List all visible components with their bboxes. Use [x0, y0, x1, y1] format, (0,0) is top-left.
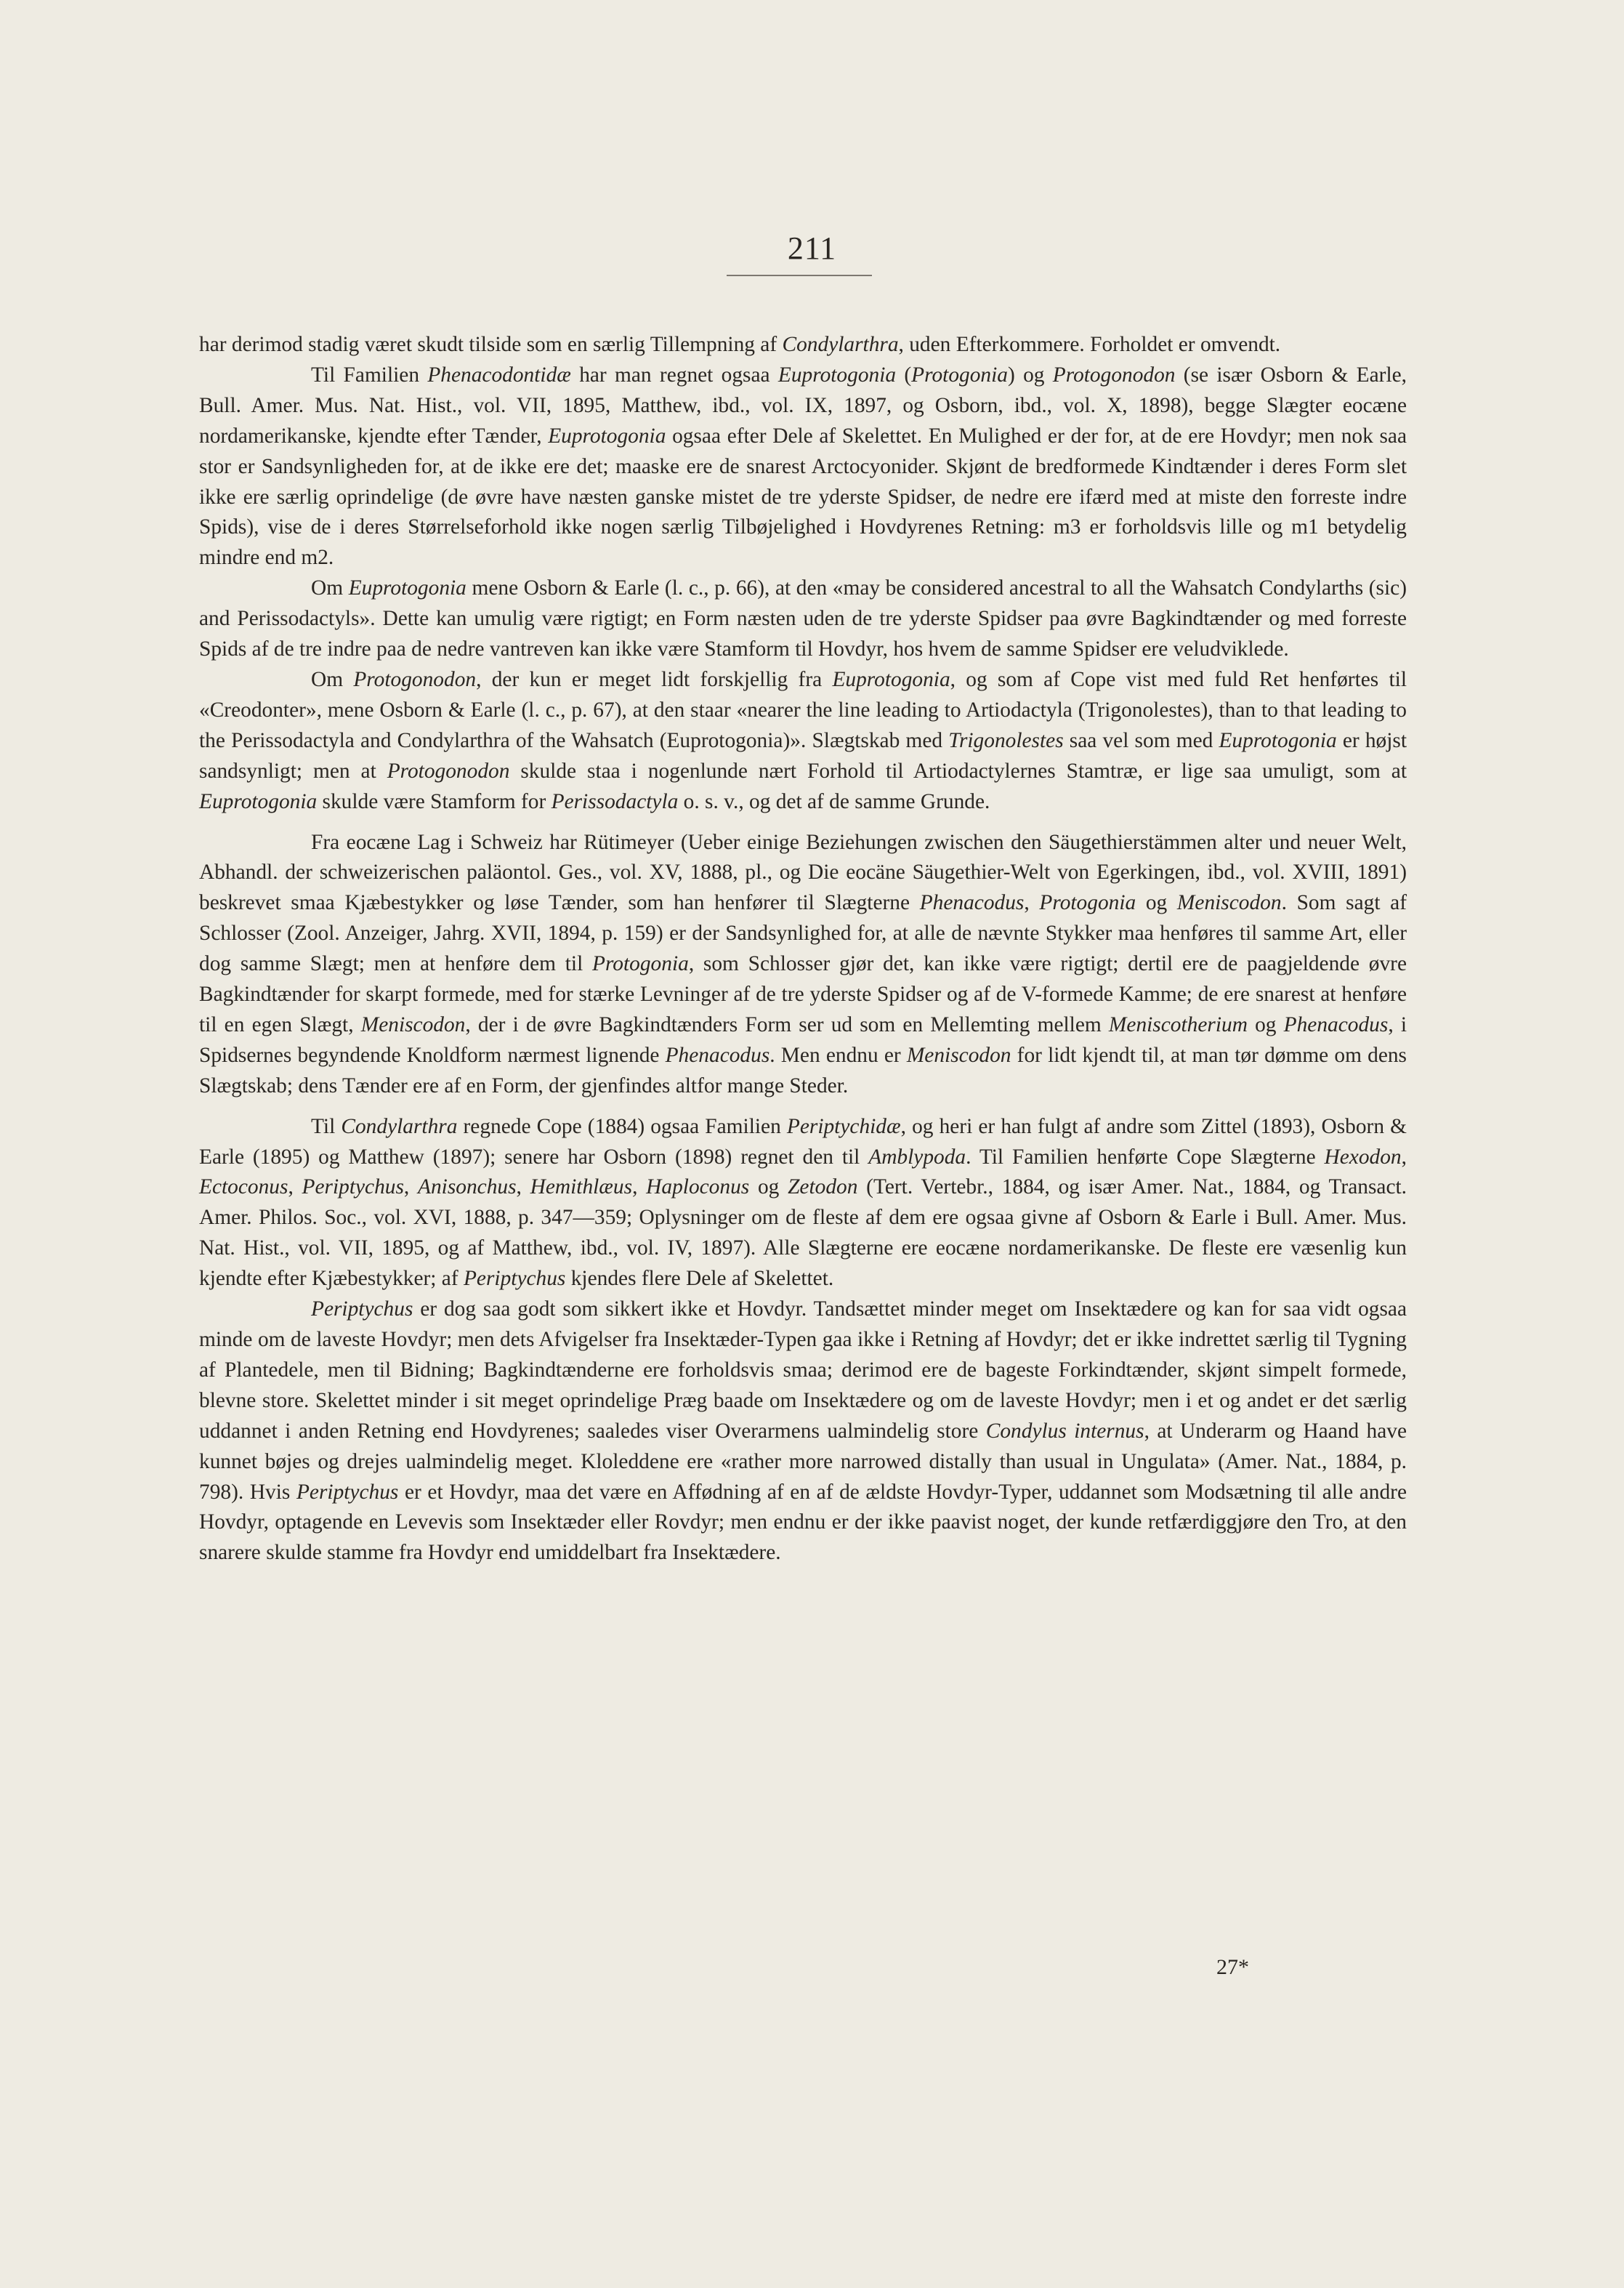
paragraph-5: Til Condylarthra regnede Cope (1884) ogsaa Familien Periptychidæ, og heri er han fulgt af andre som Zittel (1893), Osborn & Earle (1895) og Matthew (1897); senere har Osborn (1898) regnet den til Amblypoda. Til Familien henførte Cope Slægterne Hexodon, Ectoconus, Periptychus, Anisonchus, Hemithlæus, Haploconus og Zetodon (Tert. Vertebr., 1884, og især Amer. Nat., 1884, og Transact. Amer. Philos. Soc., vol. XVI, 1888, p. 347—359; Oplysninger om de fleste af dem ere ogsaa givne af Osborn & Earle i Bull. Amer. Mus. Nat. Hist., vol. VII, 1895, og af Matthew, ibd., vol. IV, 1897). Alle Slægterne ere eocæne nordamerikanske. De fleste ere væsenlig kun kjendte efter Kjæbestykker; af Periptychus kjendes flere Dele af Skelettet.: [199, 1114, 1407, 1291]
paragraph-1: Til Familien Phenacodontidæ har man regnet ogsaa Euprotogonia (Protogonia) og Protogonodon (se især Osborn & Earle, Bull. Amer. Mus. Nat. Hist., vol. VII, 1895, Matthew, ibd., vol. IX, 1897, og Osborn, ibd., vol. X, 1898), begge Slægter eocæne nordamerikanske, kjendte efter Tænder, Euprotogonia ogsaa efter Dele af Skelettet. En Mulighed er der for, at de ere Hovdyr; men nok saa stor er Sandsynligheden for, at de ikke ere det; maaske ere de snarest Arctocyonider. Skjønt de bredformede Kindtænder i deres Form slet ikke ere særlig oprindelige (de øvre have næsten ganske mistet de tre yderste Spidser, de nedre ere ifærd med at miste den forreste indre Spids), vise de i deres Størrelseforhold ikke nogen særlig Tilbøjelighed i Hovdyrenes Retning: m3 er forholdsvis lille og m1 betydelig mindre end m2.: [199, 363, 1407, 570]
header-rule: [727, 275, 872, 276]
body-text: [199, 330, 1407, 1568]
signature-mark: 27*: [1216, 1955, 1249, 1979]
paragraph-6: Periptychus er dog saa godt som sikkert ikke et Hovdyr. Tandsættet minder meget om Insektædere og kan for saa vidt ogsaa minde om de laveste Hovdyr; men dets Afvigelser fra Insektæder-Typen gaa ikke i Retning af Hovdyr; det er ikke indrettet særlig til Tygning af Plantedele, men til Bidning; Bagkindtænderne ere forholdsvis smaa; derimod ere de bageste Forkindtænder, skjønt simpelt formede, blevne store. Skelettet minder i sit meget oprindelige Præg baade om Insektædere og om de laveste Hovdyr; men i et og andet er det særlig uddannet i anden Retning end Hovdyrenes; saaledes viser Overarmens ualmindelig store Condylus internus, at Underarm og Haand have kunnet bøjes og drejes ualmindelig meget. Kloleddene ere «rather more narrowed distally than usual in Ungulata» (Amer. Nat., 1884, p. 798). Hvis Periptychus er et Hovdyr, maa det være en Affødning af en af de ældste Hovdyr-Typer, uddannet som Modsætning til alle andre Hovdyr, optagende en Levevis som Insektæder eller Rovdyr; men endnu er der ikke paavist noget, der kunde retfærdiggjøre den Tro, at den snarere skulde stamme fra Hovdyr end umiddelbart fra Insektædere.: [199, 1297, 1407, 1565]
paragraph-2: Om Euprotogonia mene Osborn & Earle (l. c., p. 66), at den «may be considered ancestral to all the Wahsatch Condylarths (sic) and Perissodactyls». Dette kan umulig være rigtigt; en Form næsten uden de tre yderste Spidser paa øvre Bagkindtænder og med forreste Spids af de tre indre paa de nedre vantreven kan ikke være Stamform til Hovdyr, hos hvem de samme Spidser ere veludviklede.: [199, 576, 1407, 661]
page-number: 211: [787, 230, 837, 266]
paragraph-3: Om Protogonodon, der kun er meget lidt forskjellig fra Euprotogonia, og som af Cope vist med fuld Ret henførtes til «Creodonter», mene Osborn & Earle (l. c., p. 67), at den staar «nearer the line leading to Artiodactyla (Trigonolestes), than to that leading to the Perissodactyla and Condylarthra of the Wahsatch (Euprotogonia)». Slægtskab med Trigonolestes saa vel som med Euprotogonia er højst sandsynligt; men at Protogonodon skulde staa i nogenlunde nært Forhold til Artiodactylernes Stamtræ, er lige saa umuligt, som at Euprotogonia skulde være Stamform for Perissodactyla o. s. v., og det af de samme Grunde.: [199, 667, 1407, 813]
paragraph-0: har derimod stadig været skudt tilside som en særlig Tillempning af Condylarthra, uden Efterkommere. Forholdet er omvendt.: [199, 333, 1281, 356]
paragraph-4: Fra eocæne Lag i Schweiz har Rütimeyer (Ueber einige Beziehungen zwischen den Säugethierstämmen alter und neuer Welt, Abhandl. der schweizerischen paläontol. Ges., vol. XV, 1888, pl., og Die eocäne Säugethier-Welt von Egerkingen, ibd., vol. XVIII, 1891) beskrevet smaa Kjæbestykker og løse Tænder, som han henfører til Slægterne Phenacodus, Protogonia og Meniscodon. Som sagt af Schlosser (Zool. Anzeiger, Jahrg. XVII, 1894, p. 159) er der Sandsynlighed for, at alle de nævnte Stykker maa henføres til samme Art, eller dog samme Slægt; men at henføre dem til Protogonia, som Schlosser gjør det, kan ikke være rigtigt; dertil ere de paagjeldende øvre Bagkindtænder for skarpt formede, med for stærke Levninger af de tre yderste Spidser og af de V-formede Kamme; de ere snarest at henføre til en egen Slægt, Meniscodon, der i de øvre Bagkindtænders Form ser ud som en Mellemting mellem Meniscotherium og Phenacodus, i Spidsernes begyndende Knoldform nærmest lignende Phenacodus. Men endnu er Meniscodon for lidt kjendt til, at man tør dømme om dens Slægtskab; dens Tænder ere af en Form, der gjenfindes altfor mange Steder.: [199, 830, 1407, 1097]
